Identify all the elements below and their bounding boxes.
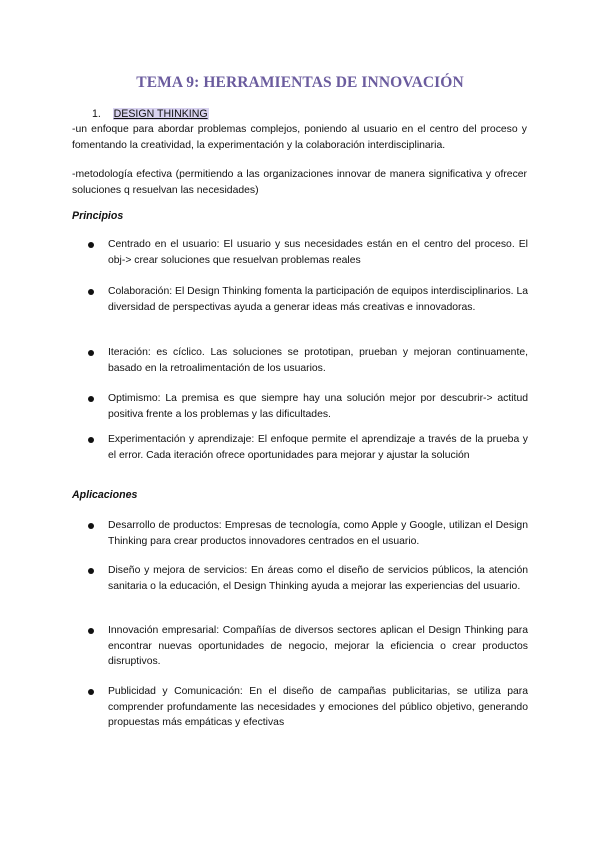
intro-paragraph-1: -un enfoque para abordar problemas complejos, poniendo al usuario en el centro del proceso y fomentando la creatividad, la experimentación y la colaboración interdisciplinaria. — [72, 124, 527, 151]
bullet-dot — [88, 289, 94, 295]
principle-item-5: Experimentación y aprendizaje: El enfoque permite el aprendizaje a través de la prueba y el error. Cada iteración ofrece oportunidades para mejorar y ajustar la solución — [108, 434, 528, 461]
document-title: TEMA 9: HERRAMIENTAS DE INNOVACIÓN — [136, 74, 464, 91]
principle-item-2: Colaboración: El Design Thinking fomenta la participación de equipos interdisciplinarios. La diversidad de perspectivas ayuda a generar ideas más creativas e innovadoras. — [108, 286, 528, 313]
principle-item-4: Optimismo: La premisa es que siempre hay una solución mejor por descubrir-> actitud positiva frente a los problemas y las dificultades. — [108, 393, 528, 420]
applications-heading: Aplicaciones — [72, 489, 138, 501]
application-item-3: Innovación empresarial: Compañías de diversos sectores aplican el Design Thinking para encontrar nuevas oportunidades de negocio, mejorar la eficiencia o crear productos disruptivos. — [108, 625, 528, 667]
section-heading-text: DESIGN THINKING — [113, 108, 208, 120]
bullet-dot — [88, 689, 94, 695]
principle-item-3: Iteración: es cíclico. Las soluciones se prototipan, prueban y mejoran continuamente, basado en la retroalimentación de los usuarios. — [108, 347, 528, 374]
bullet-dot — [88, 242, 94, 248]
intro-paragraph-2: -metodología efectiva (permitiendo a las organizaciones innovar de manera significativa y ofrecer soluciones q resuelvan las necesidades) — [72, 169, 527, 196]
bullet-dot — [88, 350, 94, 356]
application-item-1: Desarrollo de productos: Empresas de tecnología, como Apple y Google, utilizan el Design Thinking para crear productos innovadores centrados en el usuario. — [108, 520, 528, 547]
bullet-dot — [88, 437, 94, 443]
section-heading — [92, 108, 209, 120]
principles-heading: Principios — [72, 210, 124, 222]
bullet-dot — [88, 396, 94, 402]
section-number: 1. — [92, 108, 101, 120]
application-item-4: Publicidad y Comunicación: En el diseño de campañas publicitarias, se utiliza para comprender profundamente las necesidades y emociones del público objetivo, generando propuestas más empáticas y efectivas — [108, 686, 528, 728]
bullet-dot — [88, 523, 94, 529]
bullet-dot — [88, 628, 94, 634]
bullet-dot — [88, 568, 94, 574]
principle-item-1: Centrado en el usuario: El usuario y sus necesidades están en el centro del proceso. El obj-> crear soluciones que resuelvan problemas reales — [108, 239, 528, 266]
application-item-2: Diseño y mejora de servicios: En áreas como el diseño de servicios públicos, la atención sanitaria o la educación, el Design Thinking ayuda a mejorar las experiencias del usuario. — [108, 565, 528, 592]
